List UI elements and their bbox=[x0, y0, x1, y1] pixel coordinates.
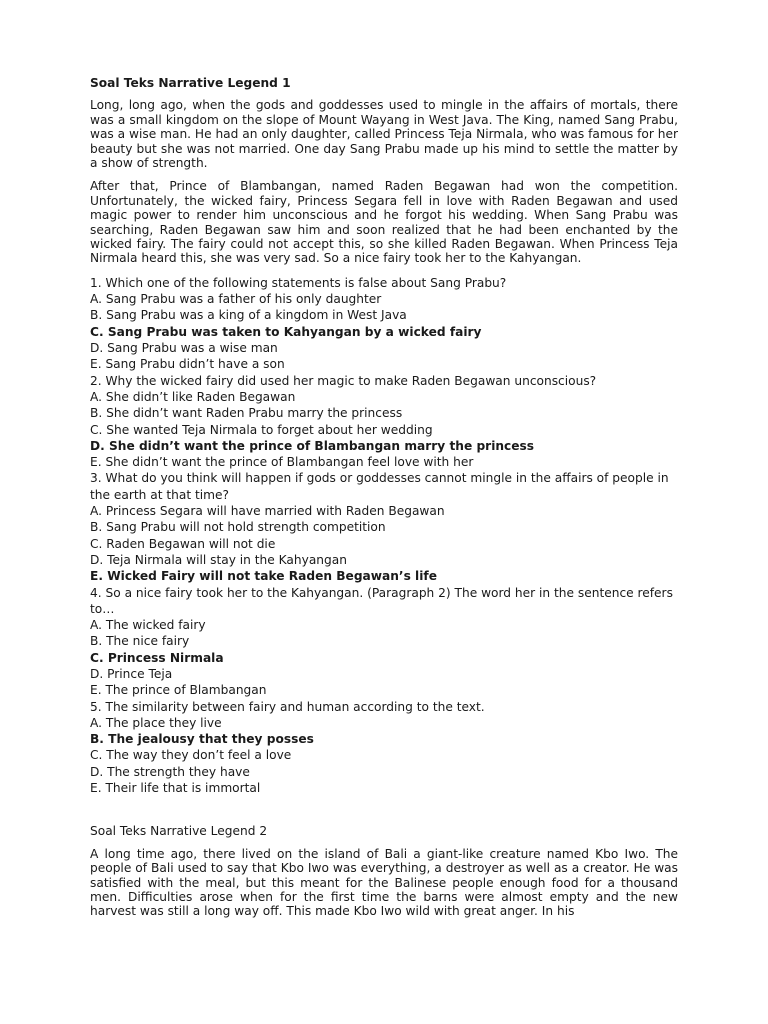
q3-answer-e: E. Wicked Fairy will not take Raden Begawan’s life bbox=[90, 569, 437, 584]
q5-option-d: D. The strength they have bbox=[90, 764, 250, 779]
story-paragraph-2: After that, Prince of Blambangan, named Raden Begawan had won the competition. Unfortunately, the wicked fairy, Princess Segara fell in love with Raden Begawan and used magic power to render him unconscious and he forgot his wedding. When Sang Prabu was searching, Raden Begawan saw him and soon realized that he had been enchanted by the wicked fairy. The fairy could not accept this, so she killed Raden Begawan. When Princess Teja Nirmala heard this, she was very sad. So a nice fairy took her to the Kahyangan. bbox=[90, 179, 678, 266]
q2-option-a: A. She didn’t like Raden Begawan bbox=[90, 389, 296, 404]
q5-option-a: A. The place they live bbox=[90, 715, 222, 730]
q2-answer-d: D. She didn’t want the prince of Blambangan marry the princess bbox=[90, 438, 535, 453]
question-1: 1. Which one of the following statements is false about Sang Prabu? bbox=[90, 275, 507, 290]
q5-option-c: C. The way they don’t feel a love bbox=[90, 748, 292, 763]
q5-answer-b: B. The jealousy that they posses bbox=[90, 732, 314, 747]
question-3: 3. What do you think will happen if gods or goddesses cannot mingle in the affairs of people in the earth at that time? bbox=[90, 471, 669, 502]
q1-answer-c: C. Sang Prabu was taken to Kahyangan by a wicked fairy bbox=[90, 324, 482, 339]
q4-option-a: A. The wicked fairy bbox=[90, 618, 206, 633]
q3-option-c: C. Raden Begawan will not die bbox=[90, 536, 276, 551]
q2-option-b: B. She didn’t want Raden Prabu marry the princess bbox=[90, 406, 403, 421]
q4-option-b: B. The nice fairy bbox=[90, 634, 190, 649]
q3-option-a: A. Princess Segara will have married with Raden Begawan bbox=[90, 504, 445, 519]
question-5: 5. The similarity between fairy and human according to the text. bbox=[90, 699, 485, 714]
story-paragraph-1: Long, long ago, when the gods and goddesses used to mingle in the affairs of mortals, there was a small kingdom on the slope of Mount Wayang in West Java. The King, named Sang Prabu, was a wise man. He had an only daughter, called Princess Teja Nirmala, who was famous for her beauty but she was not married. One day Sang Prabu made up his mind to settle the matter by a show of strength. bbox=[90, 98, 678, 171]
story-paragraph-section-2: A long time ago, there lived on the island of Bali a giant-like creature named Kbo Iwo. The people of Bali used to say that Kbo Iwo was everything, a destroyer as well as a creator. He was satisfied with the meal, but this meant for the Balinese people enough food for a thousand men. Difficulties arose when for the first time the barns were almost empty and the new harvest was still a long way off. This made Kbo Iwo wild with great anger. In his bbox=[90, 846, 678, 919]
section-1-title: Soal Teks Narrative Legend 1 bbox=[90, 76, 291, 90]
q1-option-e: E. Sang Prabu didn’t have a son bbox=[90, 357, 285, 372]
q2-option-e: E. She didn’t want the prince of Blambangan feel love with her bbox=[90, 455, 474, 470]
document-page bbox=[90, 76, 678, 919]
q1-option-d: D. Sang Prabu was a wise man bbox=[90, 341, 278, 356]
q3-option-b: B. Sang Prabu will not hold strength competition bbox=[90, 520, 386, 535]
q5-option-e: E. Their life that is immortal bbox=[90, 781, 261, 796]
section-gap bbox=[90, 810, 678, 824]
q4-option-e: E. The prince of Blambangan bbox=[90, 683, 267, 698]
q1-option-b: B. Sang Prabu was a king of a kingdom in West Java bbox=[90, 308, 407, 323]
q4-option-d: D. Prince Teja bbox=[90, 667, 173, 681]
q4-answer-c: C. Princess Nirmala bbox=[90, 650, 224, 665]
question-list bbox=[90, 275, 678, 797]
section-2-title: Soal Teks Narrative Legend 2 bbox=[90, 824, 268, 839]
question-4: 4. So a nice fairy took her to the Kahyangan. (Paragraph 2) The word her in the sentence refers to… bbox=[90, 585, 673, 616]
q3-option-d: D. Teja Nirmala will stay in the Kahyangan bbox=[90, 552, 347, 567]
q1-option-a: A. Sang Prabu was a father of his only daughter bbox=[90, 292, 382, 307]
question-2: 2. Why the wicked fairy did used her magic to make Raden Begawan unconscious? bbox=[90, 373, 597, 388]
q2-option-c: C. She wanted Teja Nirmala to forget about her wedding bbox=[90, 422, 433, 437]
